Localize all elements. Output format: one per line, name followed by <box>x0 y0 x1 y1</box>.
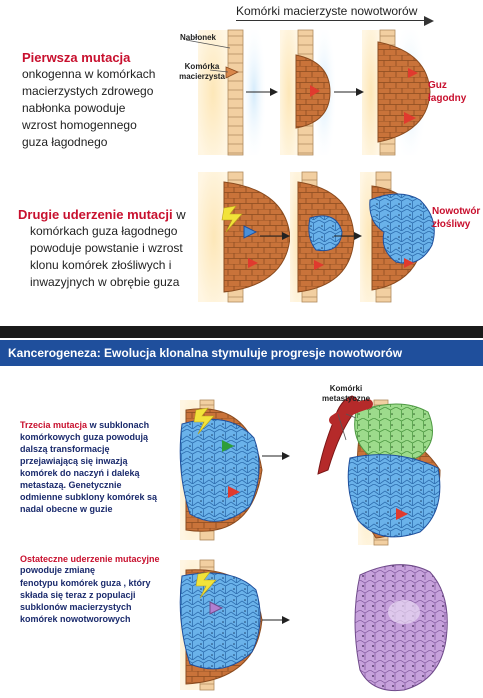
panel1-heading: Pierwsza mutacja <box>22 50 131 65</box>
panel4-body-1: fenotypu komórek guza , który <box>20 578 151 588</box>
panel4-tumor-after <box>355 565 447 691</box>
panel4-heading-line <box>20 554 180 577</box>
header-title: Komórki macierzyste nowotworów <box>236 4 418 18</box>
panel3-arrow <box>262 452 290 460</box>
panel1-body-4: guza łagodnego <box>22 135 108 149</box>
panel3-body-0: w subklonach <box>89 420 150 430</box>
label-stem-cell: Komórka macierzysta <box>179 62 225 81</box>
panel2-heading: Drugie uderzenie mutacji <box>18 207 173 222</box>
panel4-heading: Ostateczne uderzenie mutacyjne <box>20 554 160 564</box>
panel2-heading-tail: w <box>176 207 186 222</box>
panel3-body-3: przejawiającą się inwazją <box>20 456 128 466</box>
panel1-body-2: nabłonka powoduje <box>22 101 126 115</box>
panel4-body-2: składa się teraz z populacji <box>20 590 136 600</box>
panel3-body-6: odmienne subklony komórek są <box>20 492 158 502</box>
panel2-stage2 <box>290 172 354 302</box>
panel4-body-3: subklonów macierzystych <box>20 602 132 612</box>
panel3-tumor-after <box>318 396 440 545</box>
panel3-body-1: komórkowych guza powodują <box>20 432 149 442</box>
panel3-body-4: komórek do naczyń i daleką <box>20 468 140 478</box>
panel2-stage1 <box>198 172 290 302</box>
panel2-body-3: inwazyjnych w obrębie guza <box>30 275 180 289</box>
panel3-heading: Trzecia mutacja <box>20 420 88 430</box>
section-banner: Kancerogeneza: Ewolucja klonalna stymuluje progresje nowotworów <box>0 340 483 366</box>
panel1-stage2 <box>280 30 335 155</box>
panel3-body-7: nadal obecne w guzie <box>20 504 113 514</box>
section-divider <box>0 326 483 338</box>
panel3-body-2: dalszą transformację <box>20 444 110 454</box>
panel1-body-3: wzrost homogennego <box>22 118 137 132</box>
panel4-body-4: komórek nowotworowych <box>20 614 131 624</box>
label-epithelium: Nabłonek <box>180 33 217 42</box>
panel2-body-1: powoduje powstanie i wzrost <box>30 241 183 255</box>
panel4-arrow <box>262 616 290 624</box>
label-metastatic: Komórki metastyczne <box>322 384 371 403</box>
panel4-tumor-before <box>180 560 262 690</box>
panel1-body-1: macierzystych zdrowego <box>22 84 154 98</box>
panel2-heading-line <box>18 207 186 223</box>
panel3-heading-line <box>20 420 180 431</box>
panel2-stage3 <box>360 172 434 302</box>
label-benign: Guz łagodny <box>428 80 467 104</box>
panel4-body-0: powoduje zmianę <box>20 565 96 576</box>
panel3-body-5: metastazą. Genetycznie <box>20 480 122 490</box>
panel1-body-0: onkogenna w komórkach <box>22 67 156 81</box>
panel3-tumor-before <box>180 400 262 540</box>
panel1-stage3 <box>362 30 430 155</box>
panel2-body-2: klonu komórek złośliwych i <box>30 258 172 272</box>
panel2-body-0: komórkach guza łagodnego <box>30 224 178 238</box>
label-malignant: Nowotwór złośliwy <box>432 206 481 230</box>
